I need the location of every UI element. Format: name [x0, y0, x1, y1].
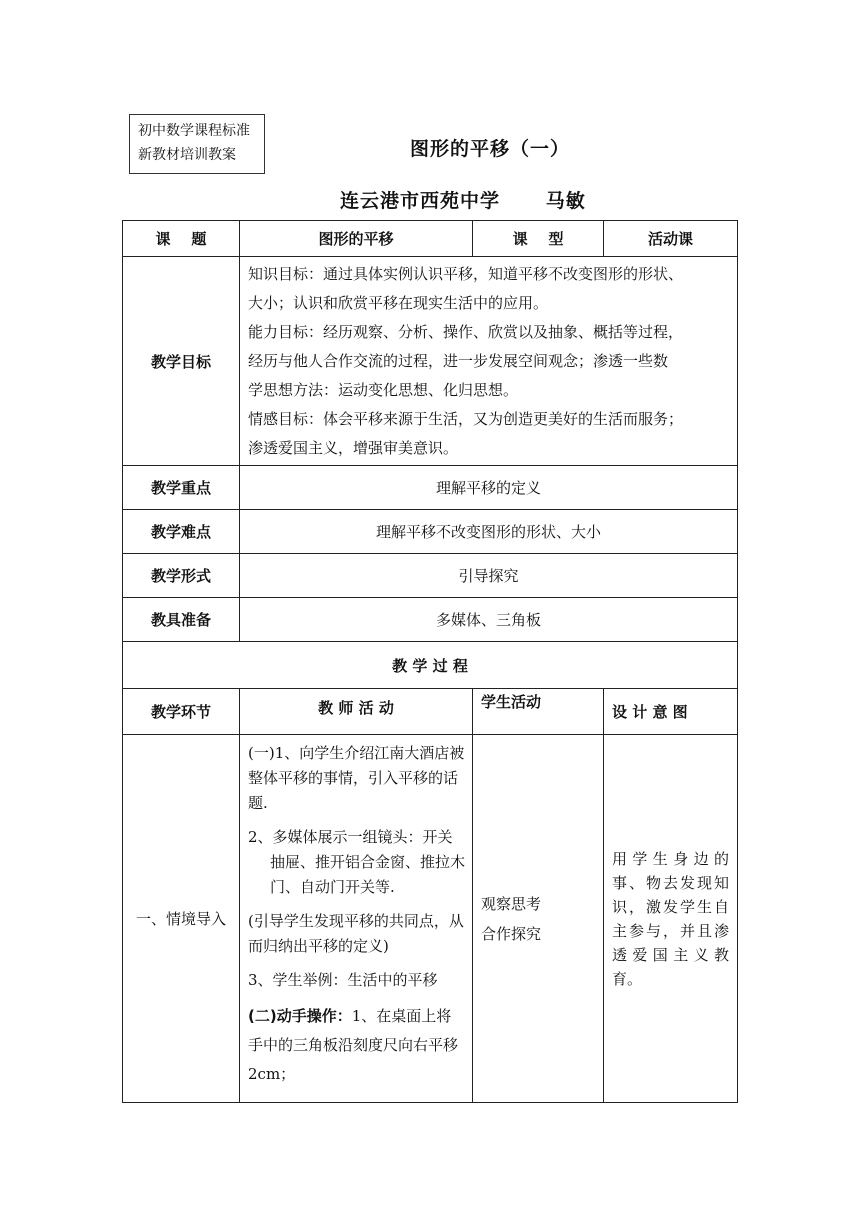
stage1-teacher-activity	[240, 735, 473, 1103]
form-value: 引导探究	[240, 554, 738, 598]
hands-on-heading: (二)动手操作：	[248, 1007, 352, 1025]
difficulty-label: 教学难点	[123, 510, 240, 554]
student-activity-line: 观察思考	[481, 894, 542, 913]
teacher-column-header: 教 师 活 动	[240, 689, 473, 735]
key-point-value: 理解平移的定义	[240, 466, 738, 510]
form-row	[123, 554, 738, 598]
stage1-design-intent: 用学生身边的事、物去发现知识，激发学生自主参与，并且渗透爱国主义教育。	[604, 735, 738, 1103]
tools-value: 多媒体、三角板	[240, 598, 738, 642]
teacher-activity-paragraph: 2、多媒体展示一组镜头：开关抽屉、推开铝合金窗、推拉木门、自动门开关等.	[248, 828, 466, 896]
objectives-label: 教学目标	[123, 257, 240, 466]
process-header: 教 学 过 程	[123, 642, 738, 689]
objectives-line: 渗透爱国主义，增强审美意识。	[248, 438, 459, 457]
lesson-type-label: 课 型	[473, 221, 604, 257]
intent-column-header: 设 计 意 图	[604, 689, 738, 735]
course-label-line1: 初中数学课程标准	[138, 123, 250, 139]
objectives-line: 能力目标：经历观察、分析、操作、欣赏以及抽象、概括等过程，	[248, 322, 684, 341]
lesson-type-value: 活动课	[604, 221, 738, 257]
stage1-student-activity	[473, 735, 604, 1103]
key-point-label: 教学重点	[123, 466, 240, 510]
stage1-name: 一、情境导入	[123, 735, 240, 1103]
course-label-box	[129, 114, 265, 174]
hands-on-text: 1、在桌面上将手中的三角板沿刻度尺向右平移2cm；	[248, 1007, 459, 1083]
form-label: 教学形式	[123, 554, 240, 598]
difficulty-value: 理解平移不改变图形的形状、大小	[240, 510, 738, 554]
objectives-text	[240, 257, 738, 466]
teacher-activity-paragraph: (引导学生发现平移的共同点，从而归纳出平移的定义)	[248, 912, 464, 955]
teacher-activity-paragraph: 3、学生举例：生活中的平移	[248, 971, 438, 989]
process-columns-row	[123, 689, 738, 735]
objectives-line: 知识目标：通过具体实例认识平移，知道平移不改变图形的形状、	[248, 264, 684, 283]
topic-value: 图形的平移	[240, 221, 473, 257]
document-subtitle: 连云港市西苑中学 马敏	[340, 190, 586, 212]
tools-label: 教具准备	[123, 598, 240, 642]
course-label-line2: 新教材培训教案	[138, 147, 236, 163]
objectives-line: 学思想方法：运动变化思想、化归思想。	[248, 380, 519, 399]
teacher-activity-paragraph: (一)1、向学生介绍江南大酒店被整体平移的事情，引入平移的话题.	[248, 744, 465, 812]
objectives-row	[123, 257, 738, 466]
student-activity-line: 合作探究	[481, 924, 542, 943]
topic-label: 课 题	[123, 221, 240, 257]
document-title: 图形的平移（一）	[409, 138, 570, 160]
difficulty-row	[123, 510, 738, 554]
objectives-line: 大小；认识和欣赏平移在现实生活中的应用。	[248, 293, 549, 312]
key-point-row	[123, 466, 738, 510]
tools-row	[123, 598, 738, 642]
stage1-row	[123, 735, 738, 1103]
teacher-activity-paragraph	[248, 1002, 466, 1089]
objectives-line: 经历与他人合作交流的过程，进一步发展空间观念；渗透一些数	[248, 351, 669, 370]
lesson-plan-table	[122, 220, 738, 1103]
objectives-line: 情感目标：体会平移来源于生活，又为创造更美好的生活而服务；	[248, 409, 684, 428]
process-header-row	[123, 642, 738, 689]
stage-column-header: 教学环节	[123, 689, 240, 735]
student-column-header: 学生活动	[473, 689, 604, 735]
topic-row	[123, 221, 738, 257]
